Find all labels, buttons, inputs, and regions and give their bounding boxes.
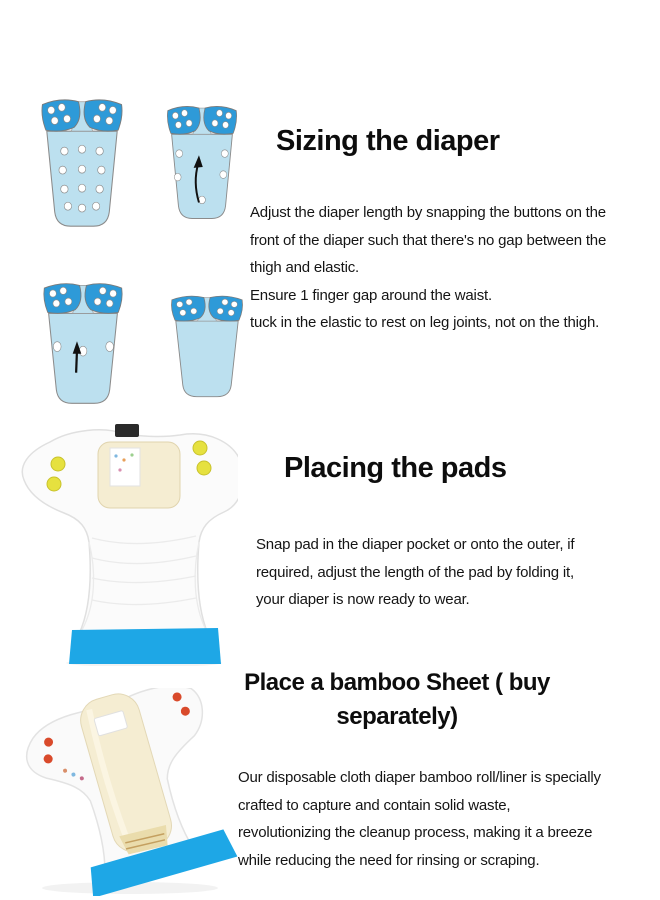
sizing-line: front of the diaper such that there's no gap between the: [250, 231, 607, 249]
sizing-heading: Sizing the diaper: [276, 125, 500, 157]
pads-diaper-photo: [12, 418, 238, 666]
sizing-line: tuck in the elastic to rest on leg joints, not on the thigh.: [250, 314, 600, 331]
sizing-line: Ensure 1 finger gap around the waist.: [250, 286, 492, 304]
bamboo-line: crafted to capture and contain solid waste,: [238, 796, 511, 814]
diaper-illustration-snapped-medium: [164, 103, 240, 221]
brand-tag: [110, 448, 140, 486]
sizing-line: thigh and elastic.: [250, 259, 359, 276]
bamboo-diaper-photo: [20, 688, 250, 896]
diaper-illustration-full-length: [38, 96, 126, 229]
bamboo-heading-line2: separately): [336, 703, 458, 730]
back-tag: [115, 424, 139, 437]
sizing-line: Adjust the diaper length by snapping the buttons on the: [250, 204, 606, 221]
pads-line: required, adjust the length of the pad by folding it,: [256, 563, 574, 581]
pads-line: Snap pad in the diaper pocket or onto the outer, if: [256, 536, 575, 553]
pads-paragraph: [256, 531, 574, 614]
bamboo-heading: [232, 666, 562, 734]
bamboo-line: revolutionizing the cleanup process, making it a breeze: [238, 824, 593, 841]
pads-heading: Placing the pads: [284, 452, 507, 484]
bamboo-paragraph: [238, 764, 601, 874]
diaper-illustration-smallest: [168, 293, 246, 399]
pad-insert: [98, 442, 180, 508]
sizing-paragraph: [250, 199, 606, 337]
blue-waistband: [69, 628, 221, 664]
pads-line: your diaper is now ready to wear.: [256, 591, 470, 608]
bamboo-heading-line1: Place a bamboo Sheet ( buy: [244, 669, 550, 696]
diaper-illustration-snapped-with-arrow: [40, 280, 126, 406]
bamboo-line: while reducing the need for rinsing or scraping.: [238, 851, 540, 869]
bamboo-line: Our disposable cloth diaper bamboo roll/liner is specially: [238, 769, 601, 786]
